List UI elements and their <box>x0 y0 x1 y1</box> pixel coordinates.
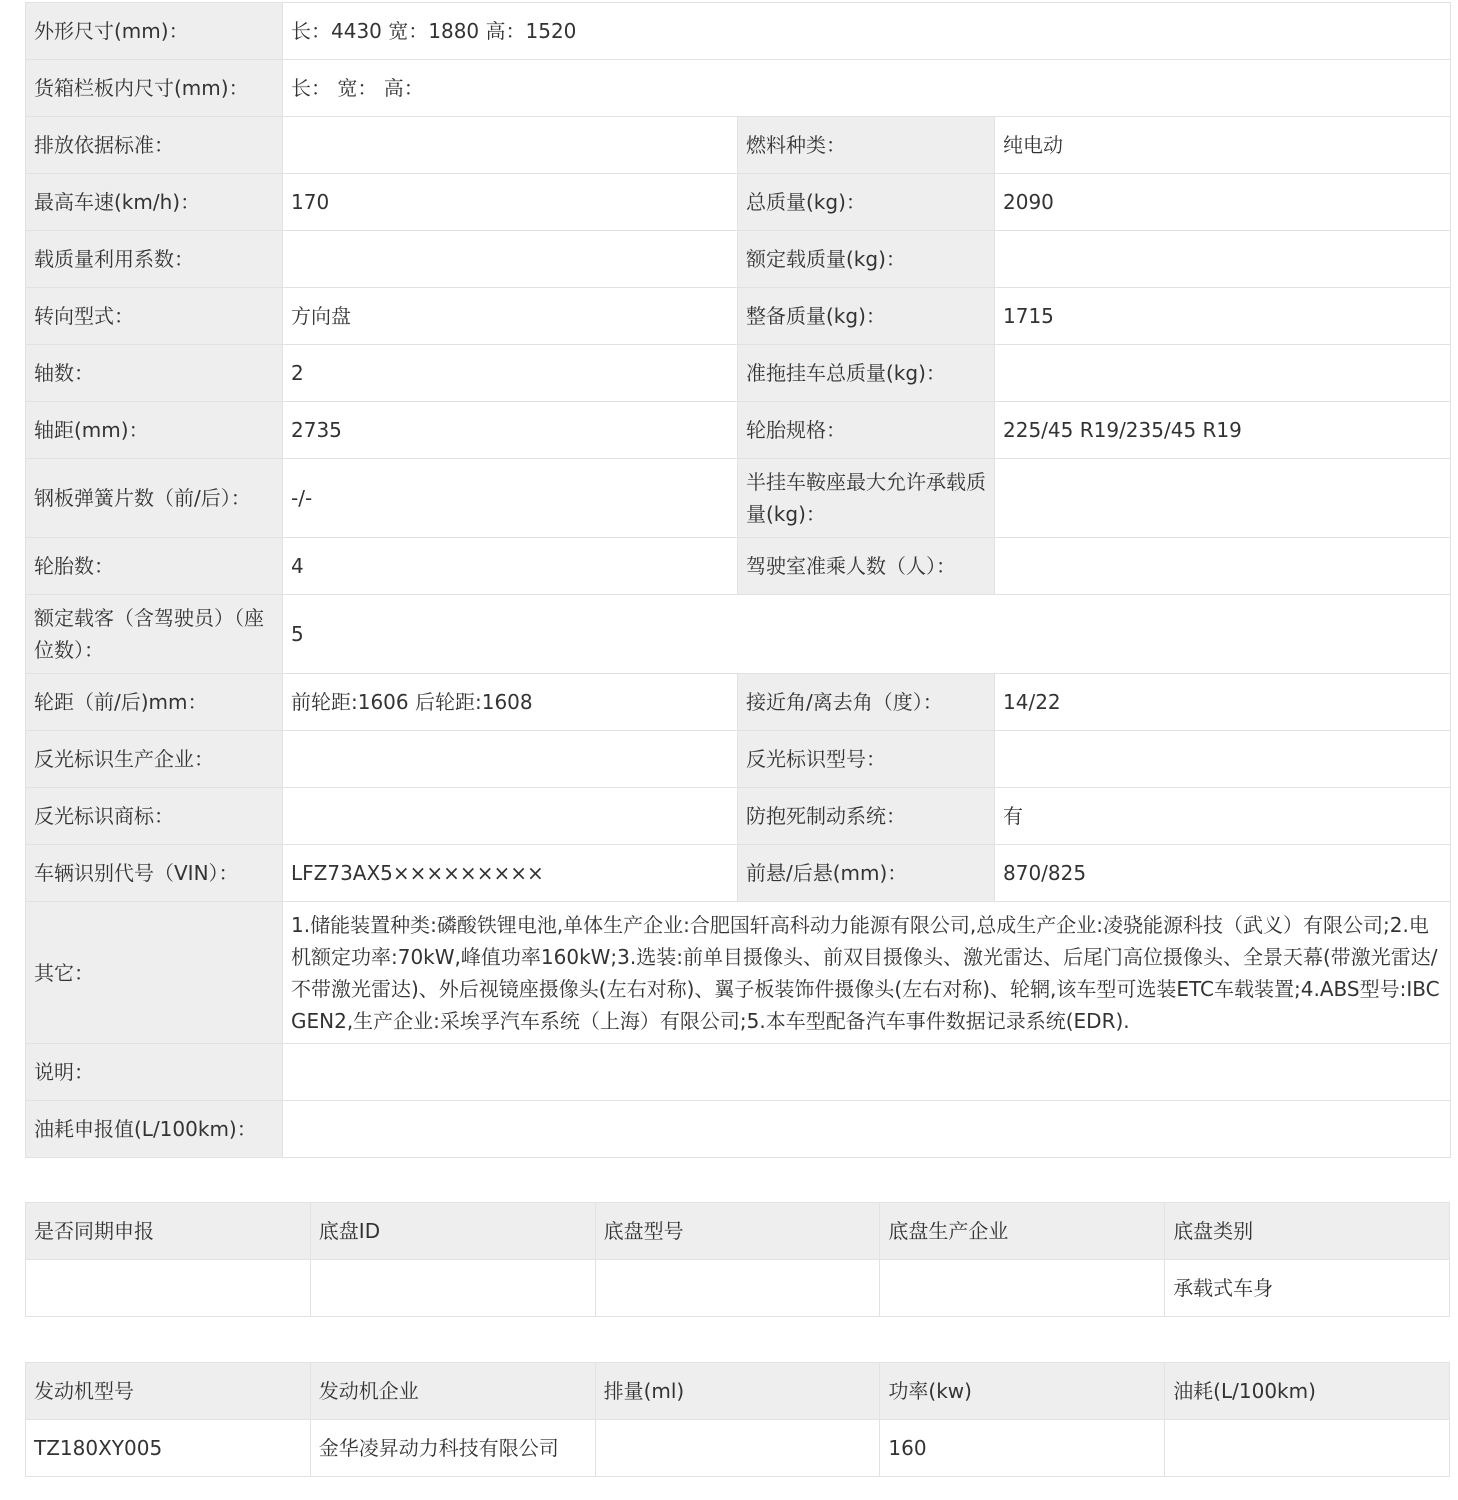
value-trailer-mass <box>995 345 1451 402</box>
label-fuel-type: 燃料种类： <box>738 117 995 174</box>
row-speed-mass <box>26 174 1451 231</box>
label-load-util: 载质量利用系数： <box>26 231 283 288</box>
value-reflector-maker <box>283 731 738 788</box>
value-vin: LFZ73AX5××××××××× <box>283 845 738 902</box>
label-track: 轮距（前/后)mm： <box>26 674 283 731</box>
row-cargo-box <box>26 60 1451 117</box>
engine-table <box>25 1362 1450 1477</box>
value-steering: 方向盘 <box>283 288 738 345</box>
row-dimensions <box>26 3 1451 60</box>
chassis-header-concurrent: 是否同期申报 <box>26 1203 311 1260</box>
chassis-cell-concurrent <box>26 1260 311 1317</box>
row-passengers <box>26 595 1451 674</box>
label-emission-std: 排放依据标准： <box>26 117 283 174</box>
label-max-speed: 最高车速(km/h)： <box>26 174 283 231</box>
value-overhang: 870/825 <box>995 845 1451 902</box>
label-cargo-box: 货箱栏板内尺寸(mm)： <box>26 60 283 117</box>
value-reflector-brand <box>283 788 738 845</box>
label-vin: 车辆识别代号（VIN）： <box>26 845 283 902</box>
label-remarks: 说明： <box>26 1044 283 1101</box>
value-angles: 14/22 <box>995 674 1451 731</box>
value-emission-std <box>283 117 738 174</box>
label-axles: 轴数： <box>26 345 283 402</box>
row-steering-curb <box>26 288 1451 345</box>
engine-cell-maker: 金华凌昇动力科技有限公司 <box>310 1420 595 1477</box>
value-fuel-type: 纯电动 <box>995 117 1451 174</box>
value-other: 1.储能装置种类:磷酸铁锂电池,单体生产企业:合肥国轩高科动力能源有限公司,总成生产企业:凌骁能源科技（武义）有限公司;2.电机额定功率:70kW,峰值功率160kW;3.选装:前单目摄像头、前双目摄像头、激光雷达、后尾门高位摄像头、全景天幕(带激光雷达/不带激光雷达)、外后视镜座摄像头(左右对称)、翼子板装饰件摄像头(左右对称)、轮辋,该车型可选装ETC车载装置;4.ABS型号:IBC GEN2,生产企业:采埃孚汽车系统（上海）有限公司;5.本车型配备汽车事件数据记录系统(EDR). <box>283 902 1451 1044</box>
engine-header-model: 发动机型号 <box>26 1363 311 1420</box>
row-other <box>26 902 1451 1044</box>
chassis-table <box>25 1202 1450 1317</box>
label-wheelbase: 轴距(mm)： <box>26 402 283 459</box>
row-emission-fuel <box>26 117 1451 174</box>
value-dimensions: 长：4430 宽：1880 高：1520 <box>283 3 1451 60</box>
row-vin-overhang <box>26 845 1451 902</box>
label-fuel-consumption: 油耗申报值(L/100km)： <box>26 1101 283 1158</box>
engine-header-power: 功率(kw) <box>880 1363 1165 1420</box>
chassis-header-type: 底盘类别 <box>1165 1203 1450 1260</box>
label-angles: 接近角/离去角（度）： <box>738 674 995 731</box>
row-remarks <box>26 1044 1451 1101</box>
value-max-speed: 170 <box>283 174 738 231</box>
label-reflector-brand: 反光标识商标： <box>26 788 283 845</box>
spec-table <box>25 2 1451 1158</box>
label-reflector-maker: 反光标识生产企业： <box>26 731 283 788</box>
chassis-header-maker: 底盘生产企业 <box>880 1203 1165 1260</box>
label-total-mass: 总质量(kg)： <box>738 174 995 231</box>
engine-header-maker: 发动机企业 <box>310 1363 595 1420</box>
label-tire-spec: 轮胎规格： <box>738 402 995 459</box>
label-leaf-springs: 钢板弹簧片数（前/后）： <box>26 459 283 538</box>
value-rated-load <box>995 231 1451 288</box>
engine-cell-consumption <box>1165 1420 1450 1477</box>
engine-row <box>26 1420 1450 1477</box>
value-cargo-box: 长： 宽： 高： <box>283 60 1451 117</box>
value-reflector-model <box>995 731 1451 788</box>
row-axles-trailer <box>26 345 1451 402</box>
label-tire-count: 轮胎数： <box>26 538 283 595</box>
label-overhang: 前悬/后悬(mm)： <box>738 845 995 902</box>
engine-cell-power: 160 <box>880 1420 1165 1477</box>
label-cab-seats: 驾驶室准乘人数（人）： <box>738 538 995 595</box>
value-total-mass: 2090 <box>995 174 1451 231</box>
label-rated-load: 额定载质量(kg)： <box>738 231 995 288</box>
row-reflector-brand-abs <box>26 788 1451 845</box>
engine-cell-displacement <box>595 1420 880 1477</box>
label-trailer-mass: 准拖挂车总质量(kg)： <box>738 345 995 402</box>
label-passengers: 额定载客（含驾驶员）（座位数）： <box>26 595 283 674</box>
value-track: 前轮距:1606 后轮距:1608 <box>283 674 738 731</box>
chassis-cell-maker <box>880 1260 1165 1317</box>
value-cab-seats <box>995 538 1451 595</box>
value-tire-spec: 225/45 R19/235/45 R19 <box>995 402 1451 459</box>
chassis-cell-id <box>310 1260 595 1317</box>
label-dimensions: 外形尺寸(mm)： <box>26 3 283 60</box>
value-fuel-consumption <box>283 1101 1451 1158</box>
row-wheelbase-tire <box>26 402 1451 459</box>
chassis-header-id: 底盘ID <box>310 1203 595 1260</box>
value-passengers: 5 <box>283 595 1451 674</box>
chassis-cell-type: 承载式车身 <box>1165 1260 1450 1317</box>
engine-cell-model: TZ180XY005 <box>26 1420 311 1477</box>
label-curb-mass: 整备质量(kg)： <box>738 288 995 345</box>
chassis-row <box>26 1260 1450 1317</box>
row-tires-cab <box>26 538 1451 595</box>
engine-header-consumption: 油耗(L/100km) <box>1165 1363 1450 1420</box>
engine-header-displacement: 排量(ml) <box>595 1363 880 1420</box>
label-reflector-model: 反光标识型号： <box>738 731 995 788</box>
row-springs-saddle <box>26 459 1451 538</box>
value-wheelbase: 2735 <box>283 402 738 459</box>
row-fuel-consumption <box>26 1101 1451 1158</box>
value-curb-mass: 1715 <box>995 288 1451 345</box>
label-saddle-load: 半挂车鞍座最大允许承载质量(kg)： <box>738 459 995 538</box>
chassis-header-model: 底盘型号 <box>595 1203 880 1260</box>
value-axles: 2 <box>283 345 738 402</box>
row-reflector-maker <box>26 731 1451 788</box>
value-abs: 有 <box>995 788 1451 845</box>
chassis-header-row <box>26 1203 1450 1260</box>
value-saddle-load <box>995 459 1451 538</box>
label-other: 其它： <box>26 902 283 1044</box>
row-track-angles <box>26 674 1451 731</box>
label-steering: 转向型式： <box>26 288 283 345</box>
chassis-cell-model <box>595 1260 880 1317</box>
value-leaf-springs: -/- <box>283 459 738 538</box>
row-load <box>26 231 1451 288</box>
engine-header-row <box>26 1363 1450 1420</box>
value-load-util <box>283 231 738 288</box>
label-abs: 防抱死制动系统： <box>738 788 995 845</box>
value-tire-count: 4 <box>283 538 738 595</box>
value-remarks <box>283 1044 1451 1101</box>
